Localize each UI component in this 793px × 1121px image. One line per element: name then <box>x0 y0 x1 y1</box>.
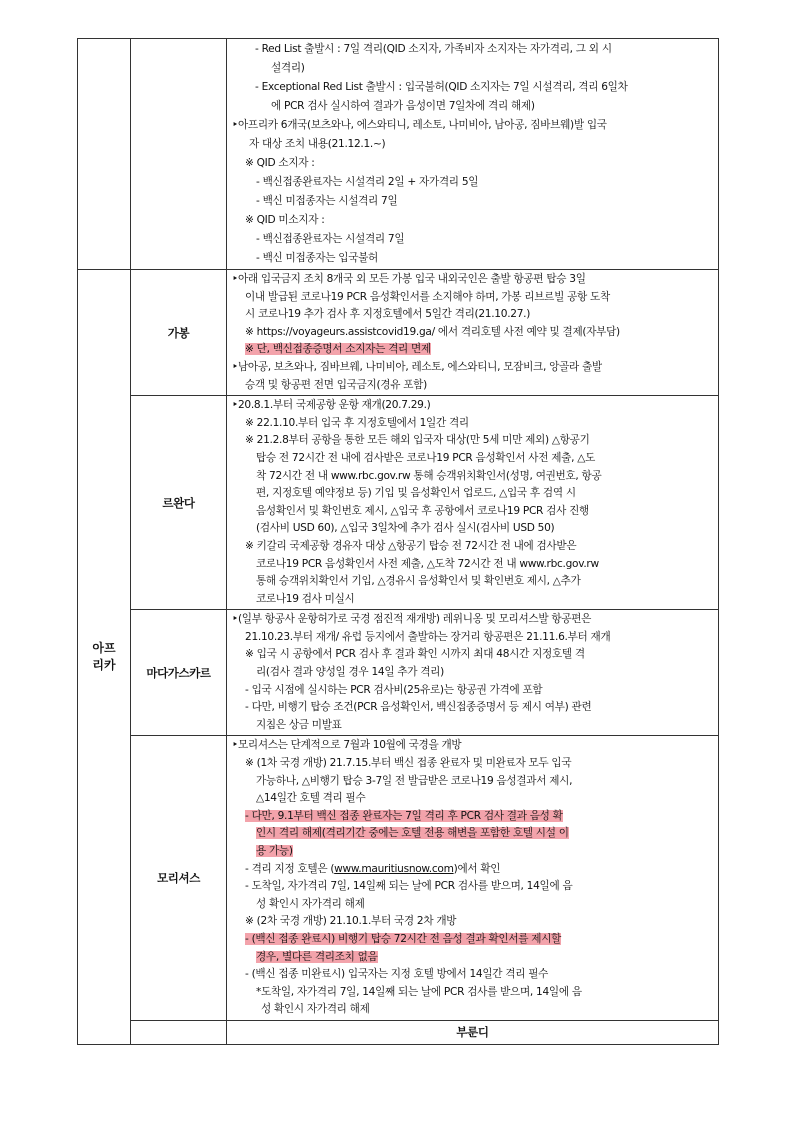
text-line: - 백신접종완료자는 시설격리 7일 <box>256 233 405 245</box>
text-line: 설격리) <box>271 62 305 74</box>
measures-cell <box>227 270 719 396</box>
region-label-line-1: 아프 <box>92 640 116 655</box>
text-line: 코로나19 검사 미실시 <box>256 592 355 605</box>
highlighted-text: - 다만, 9.1부터 백신 접종 완료자는 7일 격리 후 PCR 검사 결과 음성 확 <box>245 809 563 822</box>
text-line: - Exceptional Red List 출발시 : 입국불허(QID 소지자는 7일 시설격리, 격리 6일차 <box>255 81 628 93</box>
text-line: 가능하나, △비행기 탑승 3-7일 전 발급받은 코로나19 음성결과서 제시, <box>256 774 573 787</box>
text-line: 편, 지정호텔 예약정보 등) 기입 및 음성확인서 업로드, △입국 후 검역 시 <box>256 487 576 500</box>
highlighted-text: - (백신 접종 완료시) 비행기 탑승 72시간 전 음성 결과 확인서를 제시할 <box>245 932 562 945</box>
text-line: 지침은 상금 미발표 <box>256 718 342 731</box>
text-segment: - 격리 지정 호텔은 ( <box>245 862 335 875</box>
text-line: 통해 승객위치확인서 기입, △경유시 음성확인서 및 확인번호 제시, △추가 <box>256 575 581 588</box>
text-line: - 다만, 비행기 탑승 조건(PCR 음성확인서, 백신접종증명서 등 제시 여부) 관련 <box>245 701 592 714</box>
text-line: ‣아래 입국금지 조치 8개국 외 모든 가봉 입국 내외국인은 출발 항공편 탑승 3일 <box>232 273 586 285</box>
highlighted-text: ※ 단, 백신접종증명서 소지자는 격리 면제 <box>245 343 431 356</box>
text-line: ※ https://voyageurs.assistcovid19.ga/ 에서 격리호텔 사전 예약 및 결제(자부담) <box>245 325 620 338</box>
country-name-rwanda: 르완다 <box>131 396 227 610</box>
table-row-burundi <box>78 1020 719 1044</box>
country-name-mauritius: 모리셔스 <box>131 736 227 1021</box>
region-cell-empty <box>131 1020 227 1044</box>
text-line <box>232 843 714 861</box>
text-line: 음성확인서 및 확인번호 제시, △입국 후 공항에서 코로나19 PCR 검사 진행 <box>256 504 589 517</box>
text-line: 21.10.23.부터 재개/ 유럽 등지에서 출발하는 장거리 항공편은 21.11.6.부터 재개 <box>245 630 611 643</box>
text-line: ‣아프리카 6개국(보츠와나, 에스와티니, 레소토, 나미비아, 남아공, 짐바브웨)발 입국 <box>232 119 607 131</box>
text-line: ※ 키갈리 국제공항 경유자 대상 △항공기 탑승 전 72시간 전 내에 검사받은 <box>245 539 577 552</box>
text-line: ※ QID 미소지자 : <box>245 214 325 226</box>
text-line: 시 코로나19 추가 검사 후 지정호텔에서 5일간 격리(21.10.27.) <box>245 308 531 321</box>
text-line: 성 확인시 자가격리 해제 <box>256 897 365 910</box>
country-name-madagascar: 마다가스카르 <box>131 610 227 736</box>
measures-cell <box>227 396 719 610</box>
text-line: 리(검사 결과 양성일 경우 14일 추가 격리) <box>256 666 444 679</box>
table-row-mauritius <box>78 736 719 1021</box>
text-line: ※ 입국 시 공항에서 PCR 검사 후 결과 확인 시까지 최대 48시간 지정호텔 격 <box>245 648 585 661</box>
country-name-gabon: 가봉 <box>131 270 227 396</box>
text-line <box>232 931 714 949</box>
highlighted-text: 경우, 별다른 격리조치 없음 <box>256 950 378 963</box>
table-row-continuation <box>78 39 719 270</box>
text-line <box>232 825 714 843</box>
mauritiusnow-link[interactable]: www.mauritiusnow.com <box>334 862 454 875</box>
text-line: - 백신 미접종자는 시설격리 7일 <box>256 195 398 207</box>
text-line: 이내 발급된 코로나19 PCR 음성확인서를 소지해야 하며, 가봉 리브르빌 공항 도착 <box>245 290 610 303</box>
text-line <box>232 861 714 879</box>
measures-cell <box>227 610 719 736</box>
text-line: - (백신 접종 미완료시) 입국자는 지정 호텔 방에서 14일간 격리 필수 <box>245 968 549 981</box>
text-line: ‣20.8.1.부터 국제공항 운항 재개(20.7.29.) <box>232 399 431 412</box>
text-line: 에 PCR 검사 실시하여 결과가 음성이면 7일차에 격리 해제) <box>271 100 535 112</box>
measures-cell <box>227 39 719 270</box>
text-segment: )에서 확인 <box>453 862 501 875</box>
text-line: 자 대상 조치 내용(21.12.1.~) <box>249 138 386 150</box>
text-line: ※ 21.2.8부터 공항을 통한 모든 해외 입국자 대상(만 5세 미만 제외) △항공기 <box>245 434 590 447</box>
text-line: - 입국 시점에 실시하는 PCR 검사비(25유로)는 항공권 가격에 포함 <box>245 683 543 696</box>
text-line: ※ (2차 국경 개방) 21.10.1.부터 국경 2차 개방 <box>245 915 457 928</box>
text-line <box>232 341 714 359</box>
text-line: - 백신 미접종자는 입국불허 <box>256 252 378 264</box>
text-line: 승객 및 항공편 전면 입국금지(경유 포함) <box>245 378 427 391</box>
region-cell-empty <box>78 39 131 270</box>
text-line: ‣남아공, 보츠와나, 짐바브웨, 나미비아, 레소토, 에스와티니, 모잠비크, 앙골라 출발 <box>232 360 602 373</box>
country-name-burundi: 부룬디 <box>227 1020 719 1044</box>
text-line: 탑승 전 72시간 전 내에 검사받은 코로나19 PCR 음성확인서 사전 제출, △도 <box>256 451 596 464</box>
text-line <box>232 808 714 826</box>
text-line: ※ (1차 국경 개방) 21.7.15.부터 백신 접종 완료자 및 미완료자 모두 입국 <box>245 757 572 770</box>
document-page <box>77 38 718 1045</box>
text-line: 코로나19 PCR 음성확인서 사전 제출, △도착 72시간 전 내 www.rbc.gov.rw <box>256 557 599 570</box>
text-line <box>232 949 714 967</box>
text-line: ※ QID 소지자 : <box>245 157 315 169</box>
highlighted-text: 인시 격리 해제(격리기간 중에는 호텔 전용 해변을 포함한 호텔 시설 이 <box>256 827 569 840</box>
text-line: ※ 22.1.10.부터 입국 후 지정호텔에서 1일간 격리 <box>245 416 469 429</box>
highlighted-text: 용 가능) <box>256 845 293 857</box>
country-cell-empty <box>131 39 227 270</box>
text-line: - 백신접종완료자는 시설격리 2일 + 자가격리 5일 <box>256 176 479 188</box>
measures-cell <box>227 736 719 1021</box>
text-line: 성 확인시 자가격리 해제 <box>261 1003 370 1016</box>
text-line: ‣모리셔스는 단계적으로 7월과 10월에 국경을 개방 <box>232 739 462 752</box>
table-row-madagascar <box>78 610 719 736</box>
text-line: 착 72시간 전 내 www.rbc.gov.rw 통해 승객위치확인서(성명, 여권번호, 항공 <box>256 469 602 482</box>
text-line: △14일간 호텔 격리 필수 <box>256 792 366 805</box>
table-row-gabon <box>78 270 719 396</box>
country-measures-table <box>77 38 719 1045</box>
text-line: - 도착일, 자가격리 7일, 14일째 되는 날에 PCR 검사를 받으며, 14일에 음 <box>245 880 573 893</box>
text-line: *도착일, 자가격리 7일, 14일째 되는 날에 PCR 검사를 받으며, 14일에 음 <box>256 985 582 998</box>
text-line: - Red List 출발시 : 7일 격리(QID 소지자, 가족비자 소지자는 자가격리, 그 외 시 <box>255 43 612 55</box>
text-line: (검사비 USD 60), △입국 3일차에 추가 검사 실시(검사비 USD 50) <box>256 522 555 535</box>
text-line: ‣(일부 항공사 운항허가로 국경 점진적 재개방) 레위니옹 및 모리셔스발 항공편은 <box>232 613 592 626</box>
region-cell <box>78 270 131 1045</box>
region-label-line-2: 리카 <box>92 657 116 672</box>
table-row-rwanda <box>78 396 719 610</box>
